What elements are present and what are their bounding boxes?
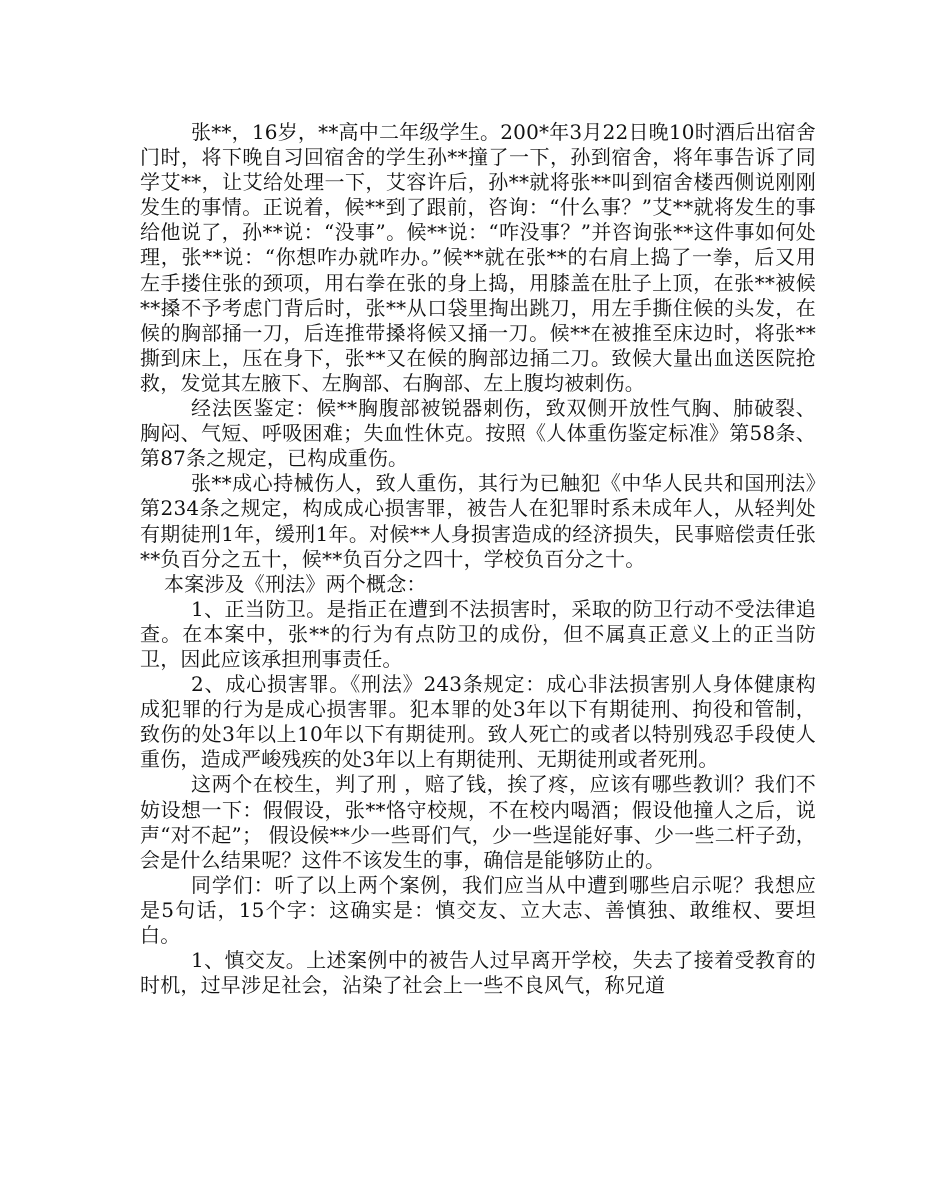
paragraph-case-facts: 张**，16岁，**高中二年级学生。200*年3月22日晚10时酒后出宿舍门时，将下晚自习回宿舍的学生孙**撞了一下，孙到宿舍，将年事告诉了同学艾**，让艾给处理一下，艾容许后，孙**就将张**叫到宿舍楼西侧说刚刚发生的事情。正说着，候**到了跟前，咨询：“什么事？”艾**就将发生的事给他说了，孙**说：“没事”。候**说：“咋没事？”并咨询张**这件事如何处理，张**说：“你想咋办就咋办。”候**就在张**的右肩上捣了一拳，后又用左手搂住张的颈项，用右拳在张的身上捣，用膝盖在肚子上顶，在张**被候**搡不予考虑门背后时，张**从口袋里掏出跳刀，用左手撕住候的头发，在候的胸部捅一刀，后连推带搡将候又捅一刀。候**在被推至床边时，将张**撕到床上，压在身下，张**又在候的胸部边捅二刀。致候大量出血送医院抢救，发觉其左腋下、左胸部、右胸部、左上腹均被刺伤。: [140, 120, 816, 395]
paragraph-lessons: 这两个在校生，判了刑 ，赔了钱，挨了疼，应该有哪些教训？我们不妨设想一下：假假设，张**恪守校规，不在校内喝酒；假设他撞人之后，说声“对不起”； 假设候**少一些哥们气，少一些逞能好事、少一些二杆子劲，会是什么结果呢？这件不该发生的事，确信是能够防止的。: [140, 772, 816, 872]
document-page: [140, 120, 816, 998]
paragraph-verdict: 张**成心持械伤人，致人重伤，其行为已触犯《中华人民共和国刑法》第234条之规定，构成成心损害罪，被告人在犯罪时系未成年人，从轻判处有期徒刑1年，缓刑1年。对候**人身损害造成的经济损失，民事赔偿责任张**负百分之五十，候**负百分之四十，学校负百分之十。: [140, 471, 816, 571]
paragraph-inspiration: 同学们：听了以上两个案例，我们应当从中遭到哪些启示呢？我想应是5句话，15个字：这确实是：慎交友、立大志、善慎独、敢维权、要坦白。: [140, 872, 816, 947]
paragraph-choose-friends: 1、慎交友。上述案例中的被告人过早离开学校，失去了接着受教育的时机，过早涉足社会，沾染了社会上一些不良风气，称兄道: [140, 948, 816, 998]
paragraph-intentional-injury: 2、成心损害罪。《刑法》243条规定：成心非法损害别人身体健康构成犯罪的行为是成心损害罪。犯本罪的处3年以下有期徒刑、拘役和管制，致伤的处3年以上10年以下有期徒刑。致人死亡的或者以特别残忍手段使人重伤，造成严峻残疾的处3年以上有期徒刑、无期徒刑或者死刑。: [140, 672, 816, 772]
paragraph-justifiable-defense: 1、正当防卫。是指正在遭到不法损害时，采取的防卫行动不受法律追查。在本案中，张**的行为有点防卫的成份，但不属真正意义上的正当防卫，因此应该承担刑事责任。: [140, 596, 816, 671]
paragraph-forensic-appraisal: 经法医鉴定：候**胸腹部被锐器刺伤，致双侧开放性气胸、肺破裂、胸闷、气短、呼吸困难；失血性休克。按照《人体重伤鉴定标准》第58条、第87条之规定，已构成重伤。: [140, 396, 816, 471]
paragraph-concepts-intro: 本案涉及《刑法》两个概念：: [164, 571, 427, 596]
